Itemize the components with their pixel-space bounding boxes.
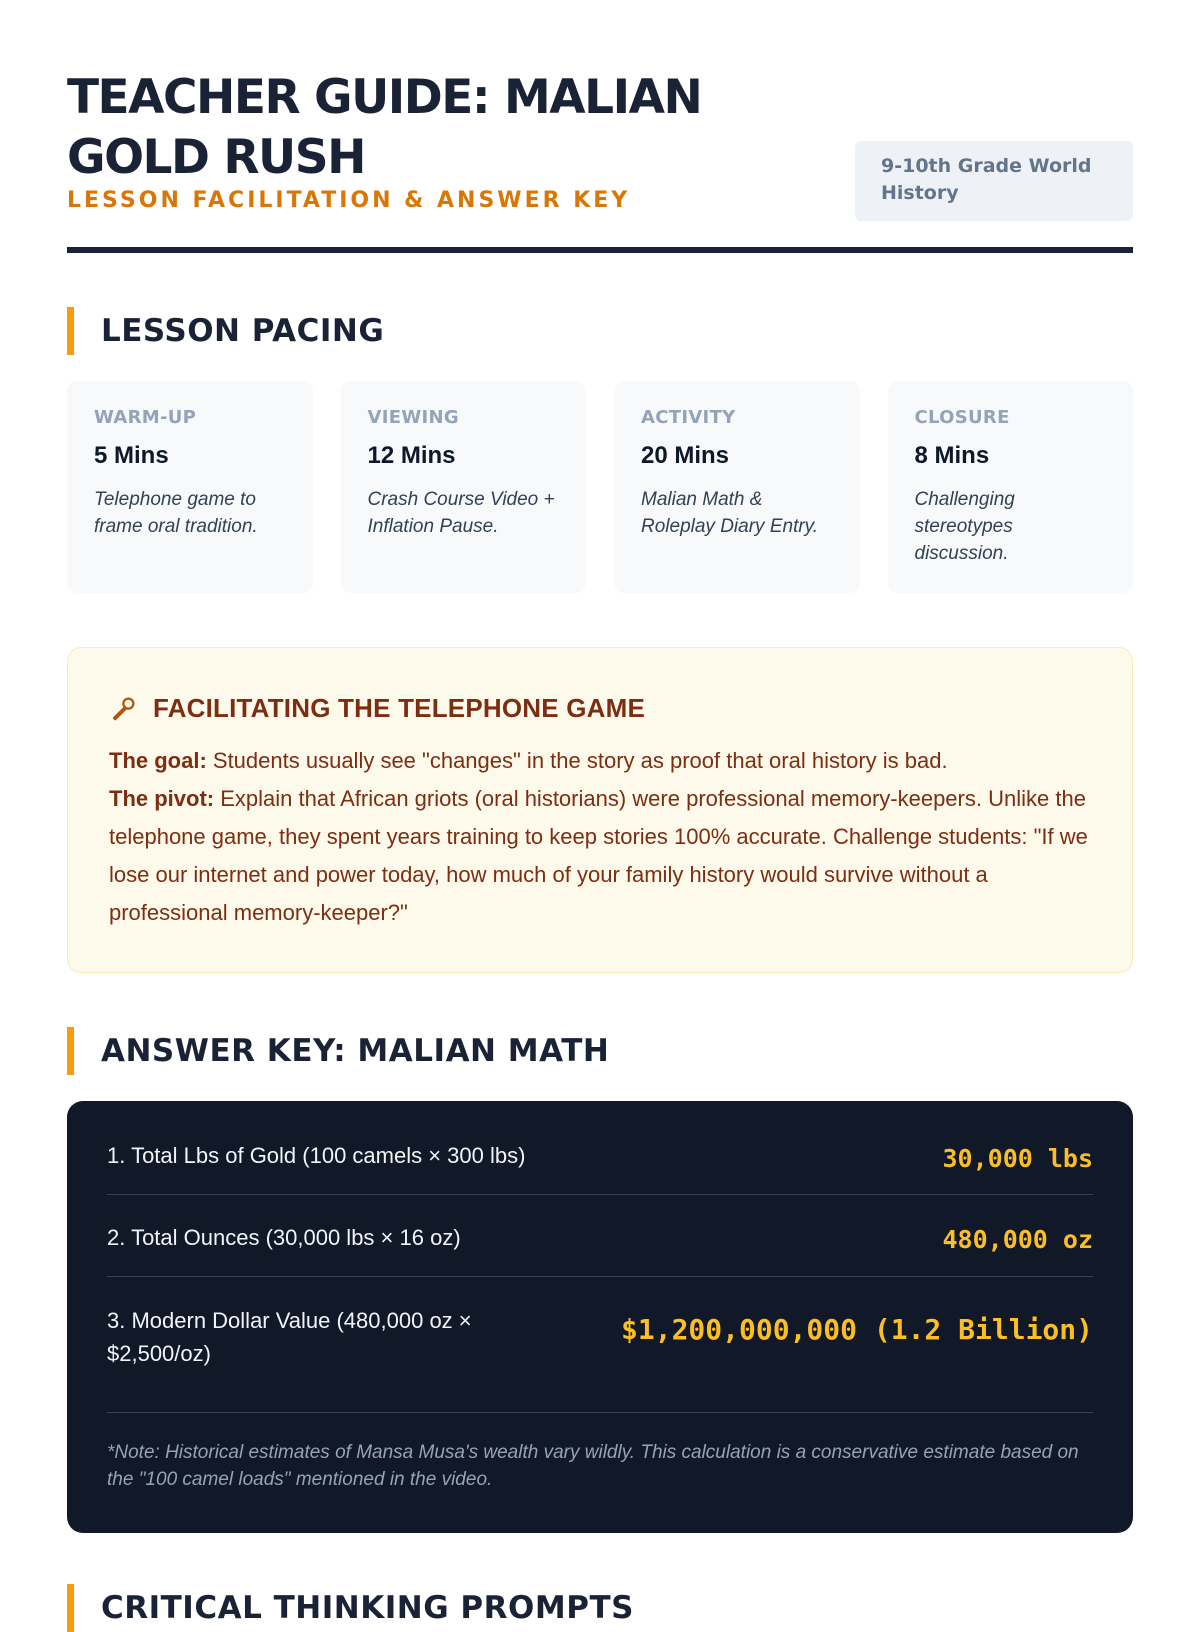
pacing-card-closure: [888, 381, 1134, 593]
pacing-card-warm-up: [67, 381, 313, 593]
callout-header: [109, 688, 1092, 728]
answer-note: *Note: Historical estimates of Mansa Musa's wealth vary wildly. This calculation is a conservative estimate based on the "100 camel loads" mentioned in the video.: [107, 1442, 1079, 1490]
answer-value: 480,000 oz: [942, 1225, 1093, 1254]
pacing-card-activity: [614, 381, 860, 593]
page-subtitle: LESSON FACILITATION & ANSWER KEY: [67, 188, 631, 213]
grade-level-badge: 9-10th Grade World History: [855, 141, 1133, 221]
answer-question: 2. Total Ounces (30,000 lbs × 16 oz): [107, 1225, 461, 1250]
callout-body: [109, 742, 1092, 932]
pacing-card-label: VIEWING: [367, 407, 459, 428]
page-header: [67, 68, 1133, 248]
goal-text: Students usually see "changes" in the story as proof that oral history is bad.: [206, 748, 948, 773]
answer-key-heading: ANSWER KEY: MALIAN MATH: [67, 1027, 1133, 1075]
pacing-card-label: WARM-UP: [94, 407, 197, 428]
answer-row: [107, 1277, 1093, 1413]
pacing-card-label: CLOSURE: [914, 407, 1010, 428]
pacing-card-viewing: [341, 381, 587, 593]
pivot-label: The pivot:: [109, 786, 215, 811]
pacing-card-time: 8 Mins: [914, 442, 990, 469]
pacing-card-description: Challenging stereotypes discussion.: [914, 489, 1015, 564]
answer-question: 3. Modern Dollar Value (480,000 oz × $2,500/oz): [107, 1308, 472, 1366]
answer-question: 1. Total Lbs of Gold (100 camels × 300 lbs): [107, 1143, 526, 1168]
microphone-icon: [109, 693, 139, 723]
pacing-card-time: 20 Mins: [641, 442, 730, 469]
goal-label: The goal:: [109, 748, 207, 773]
page-title: [67, 68, 787, 188]
pivot-text: Explain that African griots (oral historians) were professional memory-keepers. Unlike the telephone game, they spent years training to keep stories 100% accurate. Challenge students: "If we lose our internet and power today, how much of your family history would survive without a professional memory-keeper?": [109, 786, 1088, 925]
pacing-cards: [67, 381, 1133, 593]
header-divider: [67, 247, 1133, 253]
answer-row: [107, 1195, 1093, 1277]
pacing-card-time: 12 Mins: [367, 442, 456, 469]
page-title-line-1: TEACHER GUIDE: MALIAN: [67, 70, 702, 125]
answer-value: 30,000 lbs: [942, 1144, 1093, 1173]
pacing-card-time: 5 Mins: [94, 442, 169, 469]
callout-title: FACILITATING THE TELEPHONE GAME: [153, 692, 646, 723]
page-title-line-2: GOLD RUSH: [67, 130, 365, 185]
answer-value: $1,200,000,000 (1.2 Billion): [621, 1313, 1094, 1346]
answer-row: [107, 1101, 1093, 1195]
critical-thinking-heading: CRITICAL THINKING PROMPTS: [67, 1584, 1133, 1632]
lesson-pacing-heading: LESSON PACING: [67, 307, 1133, 355]
answer-key-panel: [67, 1101, 1133, 1533]
telephone-game-callout: [67, 647, 1133, 973]
pacing-card-description: Crash Course Video + Inflation Pause.: [367, 489, 555, 537]
pacing-card-description: Telephone game to frame oral tradition.: [94, 489, 258, 537]
pacing-card-label: ACTIVITY: [641, 407, 736, 428]
pacing-card-description: Malian Math & Roleplay Diary Entry.: [641, 489, 819, 537]
